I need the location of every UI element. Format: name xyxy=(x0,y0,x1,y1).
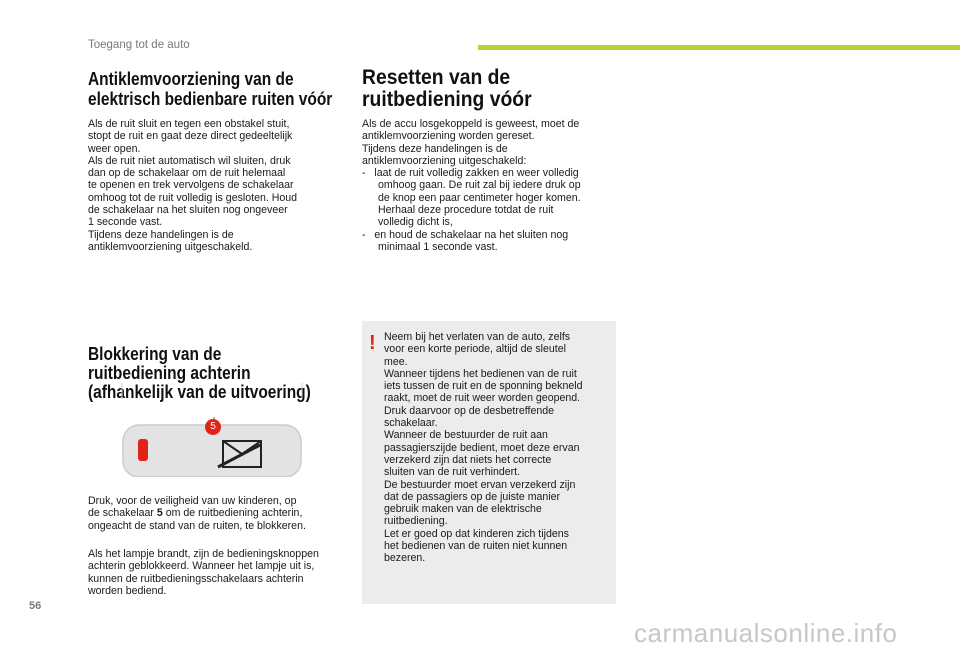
bullet-continuation: minimaal 1 seconde vast. xyxy=(378,240,498,253)
bullet-continuation: omhoog gaan. De ruit zal bij iedere druk op xyxy=(378,179,581,192)
text-line: bezeren. xyxy=(384,552,426,565)
text-line: mee. xyxy=(384,355,408,368)
text-line: dat de passagiers op de juiste manier xyxy=(384,490,561,503)
text-line: schakelaar. xyxy=(384,417,438,430)
warning-icon: ! xyxy=(369,332,376,354)
text-line: Druk daarvoor op de desbetreffende xyxy=(384,404,555,417)
text-line: kunnen de ruitbedieningsschakelaars achterin xyxy=(88,572,304,585)
warning-box xyxy=(362,321,616,604)
text-line: weer open. xyxy=(88,142,141,155)
text-line: Als de ruit niet automatisch wil sluiten, druk xyxy=(88,154,291,167)
text-line: Tijdens deze handelingen is de xyxy=(88,228,234,241)
text-line: Als het lampje brandt, zijn de bedieningsknoppen xyxy=(88,548,319,560)
text-line: Tijdens deze handelingen is de xyxy=(362,142,508,155)
section-title: Toegang tot de auto xyxy=(88,39,190,51)
watermark: carmanualsonline.info xyxy=(634,618,898,648)
text-line: het bedienen van de ruiten niet kunnen xyxy=(384,540,568,553)
callout-number-badge: 5 xyxy=(205,419,221,435)
text-line: worden bediend. xyxy=(88,584,167,597)
text-line: iets tussen de ruit en de sponning bekneld xyxy=(384,380,583,393)
text-line: stopt de ruit en gaat deze direct gedeeltelijk xyxy=(88,130,293,143)
text-line: te openen en trek vervolgens de schakelaar xyxy=(88,179,294,192)
text-line: de schakelaar na het sluiten nog ongeveer xyxy=(88,204,288,217)
text-line: De bestuurder moet ervan verzekerd zijn xyxy=(384,478,576,491)
text-line: Wanneer de bestuurder de ruit aan xyxy=(384,429,548,442)
text-line: antiklemvoorziening uitgeschakeld: xyxy=(362,154,527,167)
text-line: achterin geblokkeerd. Wanneer het lampje uit is, xyxy=(88,560,315,573)
bullet-line: - en houd de schakelaar na het sluiten nog xyxy=(362,228,569,241)
page-number: 56 xyxy=(29,600,42,612)
text-line: antiklemvoorziening worden gereset. xyxy=(362,130,535,143)
para-blokkering xyxy=(88,495,350,532)
text-line: Als de ruit sluit en tegen een obstakel stuit, xyxy=(88,118,290,130)
text-line: sluiten van de ruit verhindert. xyxy=(384,466,521,479)
text-line: Wanneer tijdens het bedienen van de ruit xyxy=(384,367,577,380)
text-line: de schakelaar 5 om de ruitbediening achterin, xyxy=(88,507,303,520)
text-line: gebruik maken van de elektrische xyxy=(384,503,542,516)
heading-resetten: Resetten van de ruitbediening vóór xyxy=(362,66,532,111)
text-line: ongeacht de stand van de ruiten, te blokkeren. xyxy=(88,519,306,532)
text-line: passagierszijde bedient, moet deze ervan xyxy=(384,441,580,454)
bullet-continuation: de knop een paar centimeter hoger komen. xyxy=(378,191,581,204)
text-line: ruitbediening. xyxy=(384,515,448,528)
text-line: antiklemvoorziening uitgeschakeld. xyxy=(88,240,253,253)
text-line: raakt, moet de ruit weer worden geopend. xyxy=(384,392,581,405)
text-line: verzekerd zijn dat niets het correcte xyxy=(384,453,552,466)
text-line: omhoog tot de ruit volledig is gesloten. Houd xyxy=(88,191,298,204)
para-lampje xyxy=(88,548,350,597)
text-line: Als de accu losgekoppeld is geweest, moet de xyxy=(362,118,580,130)
warning-text xyxy=(384,331,612,565)
text-line: Druk, voor de veiligheid van uw kinderen, op xyxy=(88,495,297,507)
section-accent-bar xyxy=(478,45,960,50)
text-line: voor een korte periode, altijd de sleutel xyxy=(384,343,566,356)
bullet-line: - laat de ruit volledig zakken en weer volledig xyxy=(362,167,579,180)
bullet-continuation: Herhaal deze procedure totdat de ruit xyxy=(378,204,554,217)
para-antiklem xyxy=(88,118,350,253)
para-resetten xyxy=(362,118,624,253)
text-line: 1 seconde vast. xyxy=(88,216,163,229)
heading-blokkering: Blokkering van de ruitbediening achterin (afhankelijk van de uitvoering) xyxy=(88,344,311,402)
text-line: Neem bij het verlaten van de auto, zelfs xyxy=(384,331,571,343)
lock-lamp-icon xyxy=(138,439,148,461)
text-line: Let er goed op dat kinderen zich tijdens xyxy=(384,527,569,540)
text-line: dan op de schakelaar om de ruit helemaal xyxy=(88,167,286,180)
heading-antiklem: Antiklemvoorziening van de elektrisch bedienbare ruiten vóór xyxy=(88,69,333,109)
bullet-continuation: volledig dicht is, xyxy=(378,216,453,229)
